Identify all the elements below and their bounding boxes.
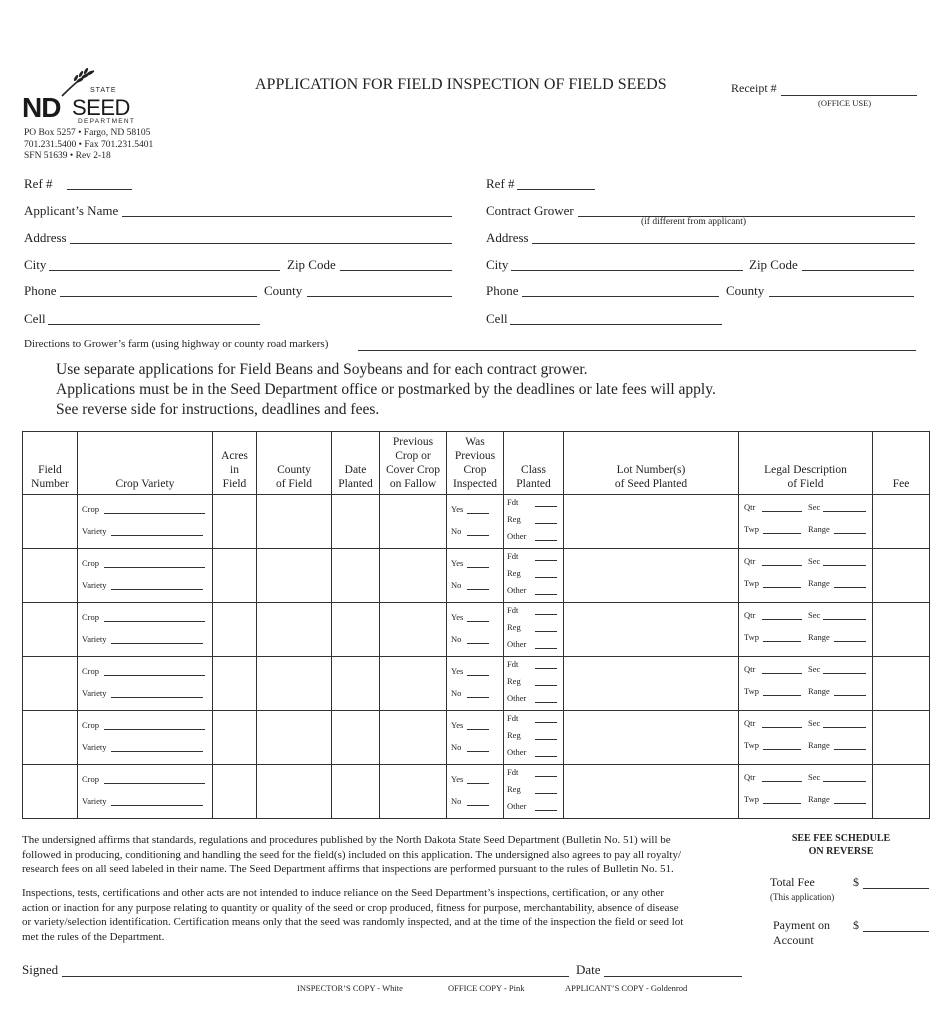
qtr-field[interactable] [762,511,802,512]
no-label: No [451,796,462,806]
yes-field[interactable] [467,621,489,622]
legal-description-cell [739,657,873,711]
contract-zip-field[interactable] [802,270,914,271]
reg-field[interactable] [535,523,557,524]
twp-field[interactable] [763,587,801,588]
twp-label: Twp [744,794,759,804]
no-label: No [451,688,462,698]
disclaimer-line: action or inaction for any purpose relating to quantity or quality of the seed or crop produced, fitness for purpose, merchantability, absence of disease [22,901,679,914]
no-field[interactable] [467,751,489,752]
range-field[interactable] [834,695,866,696]
inspected-cell [447,711,504,765]
payment-label-line: Payment on [773,918,830,932]
payment-label [773,918,830,948]
date-planted-cell[interactable] [332,603,380,657]
contract-city-label: City [486,257,509,272]
payment-field[interactable] [863,931,929,932]
applicant-city-field[interactable] [49,270,280,271]
fdt-label: Fdt [507,605,519,615]
contract-address-label: Address [486,230,529,245]
total-fee-label: Total Fee [770,875,815,889]
twp-field[interactable] [763,641,801,642]
reg-label: Reg [507,568,521,578]
other-field[interactable] [535,648,557,649]
yes-label: Yes [451,720,464,730]
crop-label: Crop [82,558,99,568]
table-row [23,549,930,603]
previous-crop-cell[interactable] [380,603,447,657]
no-field[interactable] [467,589,489,590]
qtr-label: Qtr [744,610,756,620]
crop-variety-cell [78,765,213,819]
twp-label: Twp [744,632,759,642]
field-number-cell[interactable] [23,549,78,603]
field-number-cell[interactable] [23,657,78,711]
yes-field[interactable] [467,783,489,784]
yes-field[interactable] [467,675,489,676]
range-label: Range [808,632,830,642]
qtr-label: Qtr [744,718,756,728]
yes-label: Yes [451,666,464,676]
no-field[interactable] [467,805,489,806]
crop-variety-cell [78,657,213,711]
sec-field[interactable] [823,727,866,728]
yes-field[interactable] [467,729,489,730]
class-planted-cell [504,549,564,603]
twp-label: Twp [744,740,759,750]
acres-cell[interactable] [213,765,257,819]
sec-field[interactable] [823,511,866,512]
crop-label: Crop [82,774,99,784]
signed-label: Signed [22,962,59,977]
other-label: Other [507,639,527,649]
yes-label: Yes [451,558,464,568]
header-fee: Fee [873,432,930,495]
lot-number-cell[interactable] [564,495,739,549]
form-title: APPLICATION FOR FIELD INSPECTION OF FIELD SEEDS [255,76,667,93]
fdt-field[interactable] [535,560,557,561]
applicant-name-field[interactable] [122,216,452,217]
qtr-field[interactable] [762,781,802,782]
no-field[interactable] [467,535,489,536]
date-label: Date [576,962,601,977]
previous-crop-cell[interactable] [380,657,447,711]
disclaimer-line: Inspections, tests, certifications and other acts are not intended to induce reliance on the Seed Department’s inspections, certification, or any other [22,887,665,899]
reg-field[interactable] [535,685,557,686]
qtr-label: Qtr [744,556,756,566]
acres-cell[interactable] [213,549,257,603]
sec-label: Sec [808,718,821,728]
receipt-field[interactable] [781,95,917,96]
affirmation-line: followed in producing, conditioning and handling the seed for the field(s) included on this application. The undersigned also agrees to pay all royalty/ [22,848,682,861]
variety-field[interactable] [111,805,203,806]
reg-label: Reg [507,730,521,740]
sec-field[interactable] [823,619,866,620]
office-use-note: (OFFICE USE) [818,98,872,108]
variety-field[interactable] [111,697,203,698]
qtr-label: Qtr [744,664,756,674]
no-field[interactable] [467,643,489,644]
twp-field[interactable] [763,695,801,696]
range-label: Range [808,740,830,750]
range-label: Range [808,578,830,588]
no-label: No [451,526,462,536]
date-planted-cell[interactable] [332,765,380,819]
fdt-field[interactable] [535,776,557,777]
date-planted-cell[interactable] [332,711,380,765]
disclaimer-line: or variety/selection identification. Certification means only that the seed was randomly inspected, and at the time of the inspection the field or seed lot [22,916,684,928]
reg-label: Reg [507,784,521,794]
crop-field[interactable] [104,675,205,676]
applicant-copy-note: APPLICANT’S COPY - Goldenrod [565,983,688,993]
fdt-label: Fdt [507,767,519,777]
office-address [24,128,153,163]
applicant-phone-field[interactable] [60,296,257,297]
crop-variety-cell [78,495,213,549]
variety-label: Variety [82,580,107,590]
county-cell[interactable] [257,765,332,819]
county-cell[interactable] [257,657,332,711]
class-planted-cell [504,495,564,549]
field-number-cell[interactable] [23,765,78,819]
lot-number-cell[interactable] [564,549,739,603]
variety-field[interactable] [111,643,203,644]
range-field[interactable] [834,533,866,534]
crop-variety-cell [78,711,213,765]
fdt-label: Fdt [507,497,519,507]
applicant-zip-field[interactable] [340,270,452,271]
previous-crop-cell[interactable] [380,711,447,765]
yes-label: Yes [451,612,464,622]
receipt-label: Receipt # [731,81,777,95]
lot-number-cell[interactable] [564,711,739,765]
no-label: No [451,634,462,644]
twp-label: Twp [744,686,759,696]
reg-label: Reg [507,676,521,686]
crop-field[interactable] [104,783,205,784]
no-field[interactable] [467,697,489,698]
fee-schedule-note [789,833,893,857]
payment-currency: $ [853,918,859,932]
variety-field[interactable] [111,751,203,752]
applicant-ref-label: Ref # [24,176,53,191]
directions-label: Directions to Grower’s farm (using highway or county road markers) [24,338,329,350]
yes-field[interactable] [467,513,489,514]
header-lot-number: Lot Number(s) of Seed Planted [564,432,739,495]
table-row [23,495,930,549]
other-label: Other [507,531,527,541]
range-field[interactable] [834,641,866,642]
table-row [23,765,930,819]
crop-variety-cell [78,549,213,603]
fdt-field[interactable] [535,506,557,507]
fee-schedule-line: SEE FEE SCHEDULE [791,833,891,844]
range-label: Range [808,524,830,534]
sec-label: Sec [808,556,821,566]
twp-field[interactable] [763,803,801,804]
sec-label: Sec [808,610,821,620]
header-previous-crop: Previous Crop or Cover Crop on Fallow [380,432,447,495]
crop-field[interactable] [104,621,205,622]
reg-field[interactable] [535,793,557,794]
sec-label: Sec [808,772,821,782]
no-label: No [451,580,462,590]
crop-label: Crop [82,504,99,514]
variety-label: Variety [82,742,107,752]
reg-label: Reg [507,622,521,632]
applicant-name-label: Applicant’s Name [24,203,119,218]
crop-field[interactable] [104,567,205,568]
notice-item: Use separate applications for Field Beans and Soybeans and for each contract grower. [56,361,588,378]
crop-field[interactable] [104,729,205,730]
fee-cell[interactable] [873,765,930,819]
fee-cell[interactable] [873,711,930,765]
legal-description-cell [739,549,873,603]
legal-description-cell [739,711,873,765]
notice-item: Applications must be in the Seed Department office or postmarked by the deadlines or late fees will apply. [56,381,716,398]
logo-nd: ND [22,92,61,123]
crop-label: Crop [82,612,99,622]
county-cell[interactable] [257,603,332,657]
date-planted-cell[interactable] [332,549,380,603]
fee-schedule-line: ON REVERSE [808,846,874,857]
qtr-field[interactable] [762,619,802,620]
crop-field[interactable] [104,513,205,514]
affirmation-text [22,833,681,877]
twp-field[interactable] [763,749,801,750]
acres-cell[interactable] [213,711,257,765]
table-header-row [23,432,930,495]
county-cell[interactable] [257,495,332,549]
qtr-field[interactable] [762,673,802,674]
inspector-copy-note: INSPECTOR’S COPY - White [297,983,403,993]
range-field[interactable] [834,803,866,804]
contract-zip-label: Zip Code [749,257,798,272]
fdt-label: Fdt [507,551,519,561]
logo-state: STATE [90,87,117,94]
inspected-cell [447,603,504,657]
fdt-field[interactable] [535,668,557,669]
reg-label: Reg [507,514,521,524]
date-planted-cell[interactable] [332,495,380,549]
lot-number-cell[interactable] [564,765,739,819]
header-legal-description: Legal Description of Field [739,432,873,495]
notice-list [56,360,716,420]
yes-field[interactable] [467,567,489,568]
county-cell[interactable] [257,549,332,603]
class-planted-cell [504,657,564,711]
sec-label: Sec [808,664,821,674]
disclaimer-line: met the rules of the Department. [22,930,165,943]
county-cell[interactable] [257,711,332,765]
no-label: No [451,742,462,752]
qtr-label: Qtr [744,772,756,782]
inspected-cell [447,549,504,603]
field-number-cell[interactable] [23,603,78,657]
table-row [23,603,930,657]
other-field[interactable] [535,702,557,703]
contract-county-label: County [726,283,765,298]
applicant-county-label: County [264,283,303,298]
field-table [22,431,930,819]
contract-grower-label: Contract Grower [486,203,574,218]
office-copy-note: OFFICE COPY - Pink [448,983,525,993]
applicant-city-label: City [24,257,47,272]
total-fee-note: (This application) [770,892,835,902]
twp-label: Twp [744,524,759,534]
contract-city-field[interactable] [511,270,743,271]
disclaimer-text [22,886,683,944]
class-planted-cell [504,711,564,765]
acres-cell[interactable] [213,495,257,549]
variety-label: Variety [82,526,107,536]
legal-description-cell [739,765,873,819]
sec-field[interactable] [823,781,866,782]
header-crop-variety: Crop Variety [78,432,213,495]
acres-cell[interactable] [213,603,257,657]
fdt-field[interactable] [535,722,557,723]
applicant-phone-label: Phone [24,283,57,298]
other-label: Other [507,693,527,703]
reg-field[interactable] [535,739,557,740]
fee-cell[interactable] [873,549,930,603]
logo-department: DEPARTMENT [78,118,136,125]
fee-cell[interactable] [873,603,930,657]
date-field[interactable] [604,976,742,977]
other-label: Other [507,801,527,811]
contract-grower-note: (if different from applicant) [641,217,747,227]
variety-field[interactable] [111,589,203,590]
applicant-cell-label: Cell [24,311,46,326]
crop-variety-cell [78,603,213,657]
previous-crop-cell[interactable] [380,549,447,603]
range-label: Range [808,794,830,804]
applicant-ref-field[interactable] [67,189,132,190]
lot-number-cell[interactable] [564,603,739,657]
range-label: Range [808,686,830,696]
yes-label: Yes [451,504,464,514]
logo-seed: SEED [72,95,130,120]
directions-field[interactable] [358,350,916,351]
inspected-cell [447,657,504,711]
range-field[interactable] [834,587,866,588]
total-fee-currency: $ [853,875,859,889]
qtr-field[interactable] [762,565,802,566]
other-field[interactable] [535,594,557,595]
twp-label: Twp [744,578,759,588]
header-acres: Acres in Field [213,432,257,495]
field-number-cell[interactable] [23,711,78,765]
signature-field[interactable] [62,976,569,977]
applicant-address-label: Address [24,230,67,245]
header-inspected: Was Previous Crop Inspected [447,432,504,495]
acres-cell[interactable] [213,657,257,711]
fdt-field[interactable] [535,614,557,615]
variety-label: Variety [82,796,107,806]
other-field[interactable] [535,810,557,811]
contract-county-field[interactable] [769,296,914,297]
table-row [23,711,930,765]
variety-field[interactable] [111,535,203,536]
applicant-address-field[interactable] [70,243,452,244]
header-class-planted: Class Planted [504,432,564,495]
applicant-zip-label: Zip Code [287,257,336,272]
affirmation-line: research fees on all seed labeled in their name. The Seed Department affirms that inspections are performed pursuant to the rules of Bulletin No. 51. [22,863,674,875]
fdt-label: Fdt [507,713,519,723]
contract-grower-field[interactable] [578,216,915,217]
yes-label: Yes [451,774,464,784]
total-fee-field[interactable] [863,888,929,889]
contract-ref-label: Ref # [486,176,515,191]
previous-crop-cell[interactable] [380,765,447,819]
contract-phone-label: Phone [486,283,519,298]
variety-label: Variety [82,688,107,698]
previous-crop-cell[interactable] [380,495,447,549]
other-field[interactable] [535,540,557,541]
twp-field[interactable] [763,533,801,534]
inspected-cell [447,765,504,819]
lot-number-cell[interactable] [564,657,739,711]
other-label: Other [507,747,527,757]
contract-cell-label: Cell [486,311,508,326]
applicant-county-field[interactable] [307,296,452,297]
table-row [23,657,930,711]
class-planted-cell [504,765,564,819]
sec-field[interactable] [823,565,866,566]
payment-label-line: Account [773,933,814,947]
sec-field[interactable] [823,673,866,674]
qtr-label: Qtr [744,502,756,512]
contract-phone-field[interactable] [522,296,719,297]
crop-label: Crop [82,666,99,676]
variety-label: Variety [82,634,107,644]
address-line: SFN 51639 • Rev 2-18 [24,151,111,161]
address-line: 701.231.5400 • Fax 701.231.5401 [24,139,154,150]
fee-cell[interactable] [873,657,930,711]
contract-address-field[interactable] [532,243,915,244]
contract-ref-field[interactable] [517,189,595,190]
fee-cell[interactable] [873,495,930,549]
nd-seed-logo [22,68,152,128]
inspected-cell [447,495,504,549]
notice-item: See reverse side for instructions, deadlines and fees. [56,401,380,418]
legal-description-cell [739,603,873,657]
sec-label: Sec [808,502,821,512]
qtr-field[interactable] [762,727,802,728]
header-field-number: Field Number [23,432,78,495]
fdt-label: Fdt [507,659,519,669]
affirmation-line: The undersigned affirms that standards, regulations and procedures published by the North Dakota State Seed Department (Bulletin No. 51) will be [22,834,671,846]
other-label: Other [507,585,527,595]
applicant-cell-field[interactable] [48,324,260,325]
contract-cell-field[interactable] [510,324,722,325]
reg-field[interactable] [535,631,557,632]
field-number-cell[interactable] [23,495,78,549]
legal-description-cell [739,495,873,549]
reg-field[interactable] [535,577,557,578]
other-field[interactable] [535,756,557,757]
class-planted-cell [504,603,564,657]
range-field[interactable] [834,749,866,750]
header-date-planted: Date Planted [332,432,380,495]
date-planted-cell[interactable] [332,657,380,711]
header-county: County of Field [257,432,332,495]
crop-label: Crop [82,720,99,730]
address-line: PO Box 5257 • Fargo, ND 58105 [24,128,151,138]
